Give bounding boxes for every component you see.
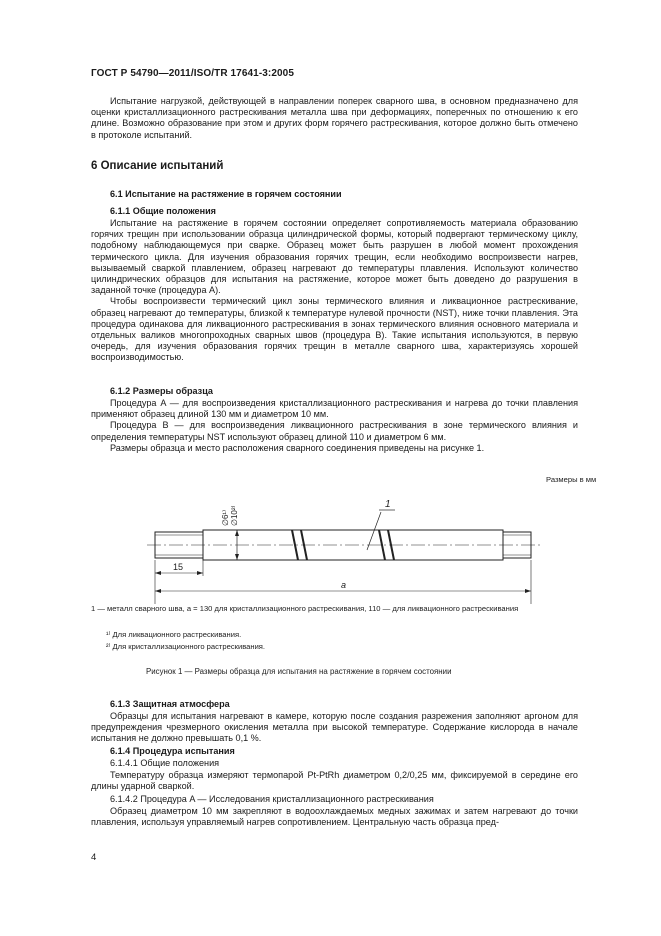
footnote-1: ¹⁾ Для ликвационного растрескивания. [106,630,242,639]
section-6-1-2-paragraph-3: Размеры образца и место расположения сварного соединения приведены на рисунке 1. [110,442,485,453]
figure-label-a: a [341,580,347,590]
section-6-1-3-title: 6.1.3 Защитная атмосфера [110,699,230,709]
dimensions-note: Размеры в мм [546,475,597,484]
section-6-1-2-paragraph-1: Процедура A — для воспроизведения кристаллизационного растрескивания и нагрева до точки плавления применяют образец длиной 130 мм и диаметром 10 мм. [91,398,578,420]
section-6-1-1-title: 6.1.1 Общие положения [110,206,216,216]
page-number: 4 [91,852,97,863]
section-6-1-1-paragraph-1: Испытание на растяжение в горячем состоянии определяет сопротивляемость материала образованию горячих трещин при использовании образца цилиндрической формы, который подвергают термическому циклу, подобному наблюдающемуся при сварке. Образец может быть разрушен в любой момент прохождения термического цикла. Для изучения образования горячих трещин, если необходимо воспроизвести нагрев, вызываемый сваркой плавлением, образец нагревают до температуры плавления. Используют количество цилиндрических образцов для испытания на растяжение, которое может быть доведено до разрушения в заданной точке (процедура A). [91,218,578,296]
figure-label-diameter-6: ∅6¹⁾ [221,509,230,526]
specimen-drawing [145,480,545,605]
section-6-1-4-1-title: 6.1.4.1 Общие положения [110,758,220,768]
figure-label-diameter-10: ∅10²⁾ [230,505,239,526]
section-6-1-4-2-title: 6.1.4.2 Процедура A — Исследования кристаллизационного растрескивания [110,794,434,804]
section-6-1-2-title: 6.1.2 Размеры образца [110,386,213,396]
intro-paragraph: Испытание нагрузкой, действующей в направлении поперек сварного шва, в основном предназначено для оценки кристаллизационного растрескивания металла шва при деформациях, поперечных по отношению к его длине. Возможно образование при этом и других форм горячего растрескивания, которое должно быть отмечено в протоколе испытаний. [91,96,578,140]
section-6-1-1-body [91,218,578,364]
figure-legend: 1 — металл сварного шва, a = 130 для кристаллизационного растрескивания, 110 — для ликвационного растрескивания [91,604,519,613]
section-6-1-2-paragraph-2: Процедура B — для воспроизведения ликвационного растрескивания в зоне термического влияния и определения температуры NST используют образец длиной 110 и диаметром 6 мм. [91,420,578,442]
figure-caption: Рисунок 1 — Размеры образца для испытания на растяжение в горячем состоянии [146,667,452,676]
figure-label-1: 1 [385,499,391,510]
figure-label-15: 15 [173,562,184,572]
section-6-1-1-paragraph-2: Чтобы воспроизвести термический цикл зоны термического влияния и ликвационное растрескивание, образец нагревают до температуры, близкой к температуре нулевой прочности (NST), ниже точки плавления. Эта процедура одинакова для ликвационного растрескивания в зонах термического влияния основного материала и отдельных валиков многопроходных сварных швов (процедура B). Такие испытания используются, в первую очередь, для изучения образования горячих трещин в металле сварного шва, характеризуясь хорошей воспроизводимостью. [91,296,578,363]
section-6-1-4-1-body: Температуру образца измеряют термопарой Pt-PtRh диаметром 0,2/0,25 мм, фиксируемой в середине его длины ударной сваркой. [91,770,578,792]
section-6-1-2-body [91,398,578,454]
footnote-2: ²⁾ Для кристаллизационного растрескивания. [106,642,266,651]
section-6-1-3-body: Образцы для испытания нагревают в камере, которую после создания разрежения заполняют аргоном для предупреждения чрезмерного окисления металла при высокой температуре. Содержание кислорода в начале испытания не должно превышать 0,1 %. [91,711,578,744]
section-6-title: 6 Описание испытаний [91,160,224,172]
section-6-1-4-title: 6.1.4 Процедура испытания [110,746,235,756]
section-6-1-title: 6.1 Испытание на растяжение в горячем состоянии [110,189,342,199]
document-header: ГОСТ Р 54790—2011/ISO/TR 17641-3:2005 [91,68,294,79]
section-6-1-4-2-body: Образец диаметром 10 мм закрепляют в водоохлаждаемых медных зажимах и затем нагревают до точки плавления, используя управляемый нагрев сопротивлением. Центральную часть образца пред- [91,806,578,828]
